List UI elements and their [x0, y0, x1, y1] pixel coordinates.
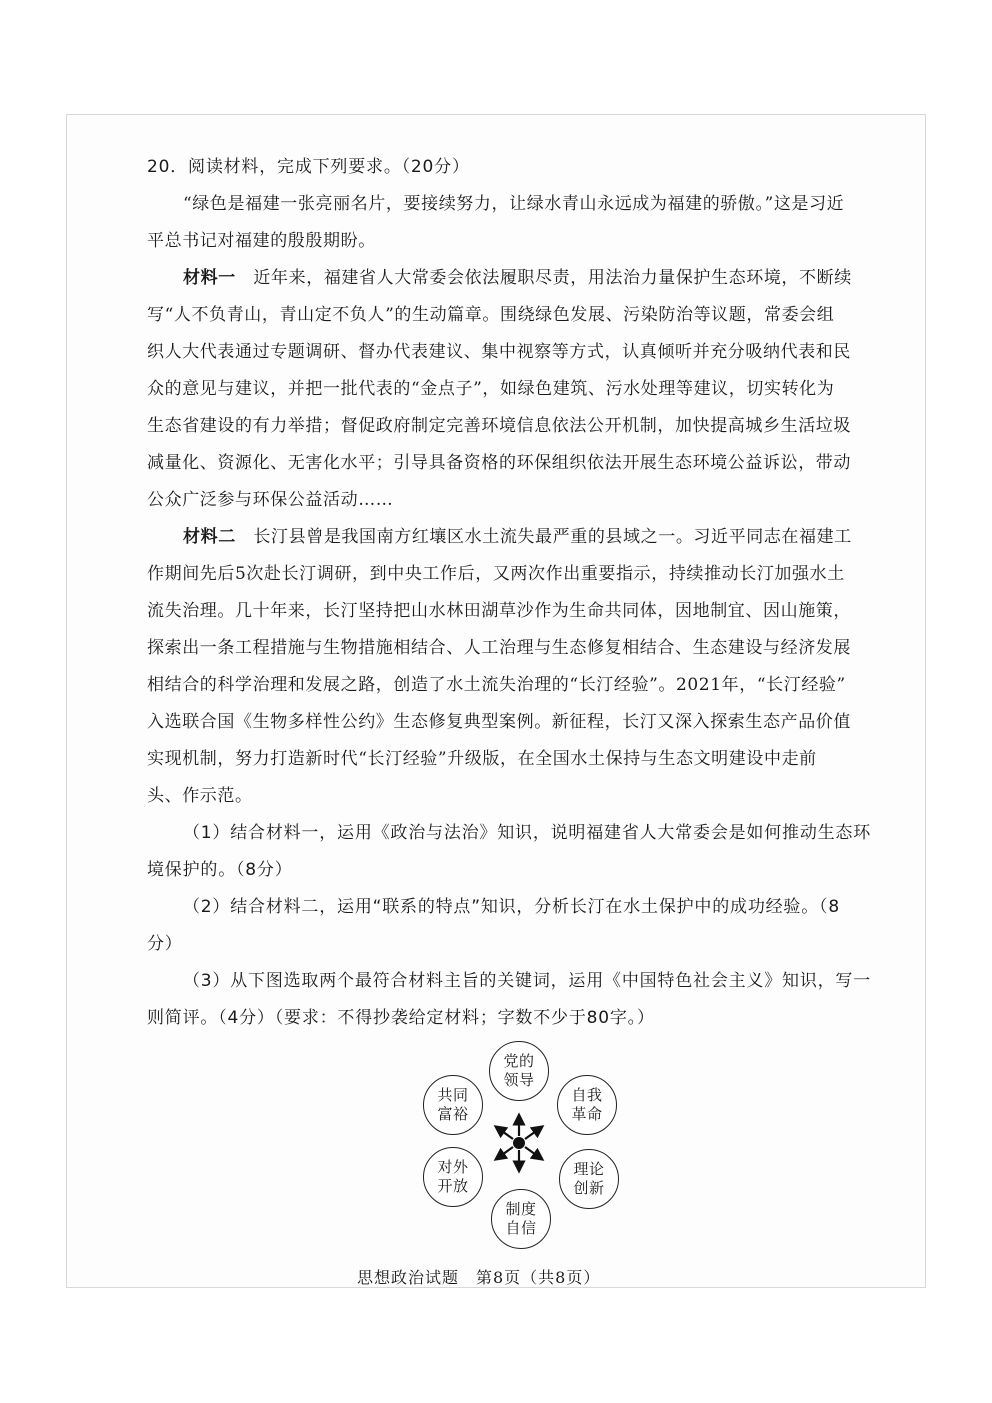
center-dot — [513, 1137, 525, 1149]
material2-line-2: 作期间先后5次赴长汀调研，到中央工作后，又两次作出重要指示，持续推动长汀加强水土 — [147, 564, 845, 584]
exam-page — [66, 114, 926, 1288]
sub-question-2-line-1: （2）结合材料二，运用“联系的特点”知识，分析长汀在水土保护中的成功经验。（8 — [183, 897, 840, 917]
material2-line-7: 实现机制，努力打造新时代“长汀经验”升级版，在全国水土保持与生态文明建设中走前 — [147, 749, 817, 769]
material1-line-6: 减量化、资源化、无害化水平；引导具备资格的环保组织依法开展生态环境公益诉讼，带动 — [147, 453, 851, 473]
keyword-lower-right: 理论创新 — [559, 1149, 619, 1209]
question-title: 20．阅读材料，完成下列要求。（20分） — [147, 157, 470, 177]
material2-line-8: 头、作示范。 — [147, 786, 253, 806]
keyword-top: 党的领导 — [489, 1041, 549, 1101]
sub-question-2-line-2: 分） — [147, 934, 183, 954]
keyword-lower-left: 对外开放 — [423, 1147, 483, 1207]
intro-line-1: “绿色是福建一张亮丽名片，要接续努力，让绿水青山永远成为福建的骄傲。”这是习近 — [183, 194, 845, 214]
material1-line-2: 写“人不负青山，青山定不负人”的生动篇章。围绕绿色发展、污染防治等议题，常委会组 — [147, 305, 835, 325]
keyword-bottom: 制度自信 — [491, 1189, 551, 1249]
question-body — [147, 149, 895, 1037]
sub-question-3-line-1: （3）从下图选取两个最符合材料主旨的关键词，运用《中国特色社会主义》知识，写一 — [183, 971, 872, 991]
keyword-upper-right: 自我革命 — [557, 1075, 617, 1135]
material1-line-4: 众的意见与建议，并把一批代表的“金点子”，如绿色建筑、污水处理等建议，切实转化为 — [147, 379, 835, 399]
material1-label: 材料一 — [183, 268, 236, 288]
material2-line-5: 相结合的科学治理和发展之路，创造了水土流失治理的“长汀经验”。2021年，“长汀经验” — [147, 675, 846, 695]
page-footer: 思想政治试题 第8页（共8页） — [357, 1268, 601, 1287]
sub-question-3-line-2: 则简评。（4分）（要求：不得抄袭给定材料；字数不少于80字。） — [147, 1008, 655, 1028]
keyword-upper-left: 共同富裕 — [423, 1075, 483, 1135]
material1-line-7: 公众广泛参与环保公益活动…… — [147, 490, 394, 510]
material2-line-4: 探索出一条工程措施与生物措施相结合、人工治理与生态修复相结合、生态建设与经济发展 — [147, 638, 851, 658]
sub-question-1-line-2: 境保护的。（8分） — [147, 860, 293, 880]
material2-line-3: 流失治理。几十年来，长汀坚持把山水林田湖草沙作为生命共同体，因地制宜、因山施策， — [147, 601, 851, 621]
material1-line-1: 材料一 近年来，福建省人大常委会依法履职尽责，用法治力量保护生态环境，不断续 — [183, 268, 852, 288]
material2-line-1: 材料二 长汀县曾是我国南方红壤区水土流失最严重的县域之一。习近平同志在福建工 — [183, 527, 852, 547]
material2-label: 材料二 — [183, 527, 236, 547]
keyword-diagram — [419, 1041, 619, 1251]
material1-line-3: 织人大代表通过专题调研、督办代表建议、集中视察等方式，认真倾听并充分吸纳代表和民 — [147, 342, 851, 362]
intro-line-2: 平总书记对福建的殷殷期盼。 — [147, 231, 376, 251]
sub-question-1-line-1: （1）结合材料一，运用《政治与法治》知识，说明福建省人大常委会是如何推动生态环 — [183, 823, 872, 843]
material1-line-5: 生态省建设的有力举措；督促政府制定完善环境信息依法公开机制，加快提高城乡生活垃圾 — [147, 416, 851, 436]
material2-line-6: 入选联合国《生物多样性公约》生态修复典型案例。新征程，长汀又深入探索生态产品价值 — [147, 712, 851, 732]
